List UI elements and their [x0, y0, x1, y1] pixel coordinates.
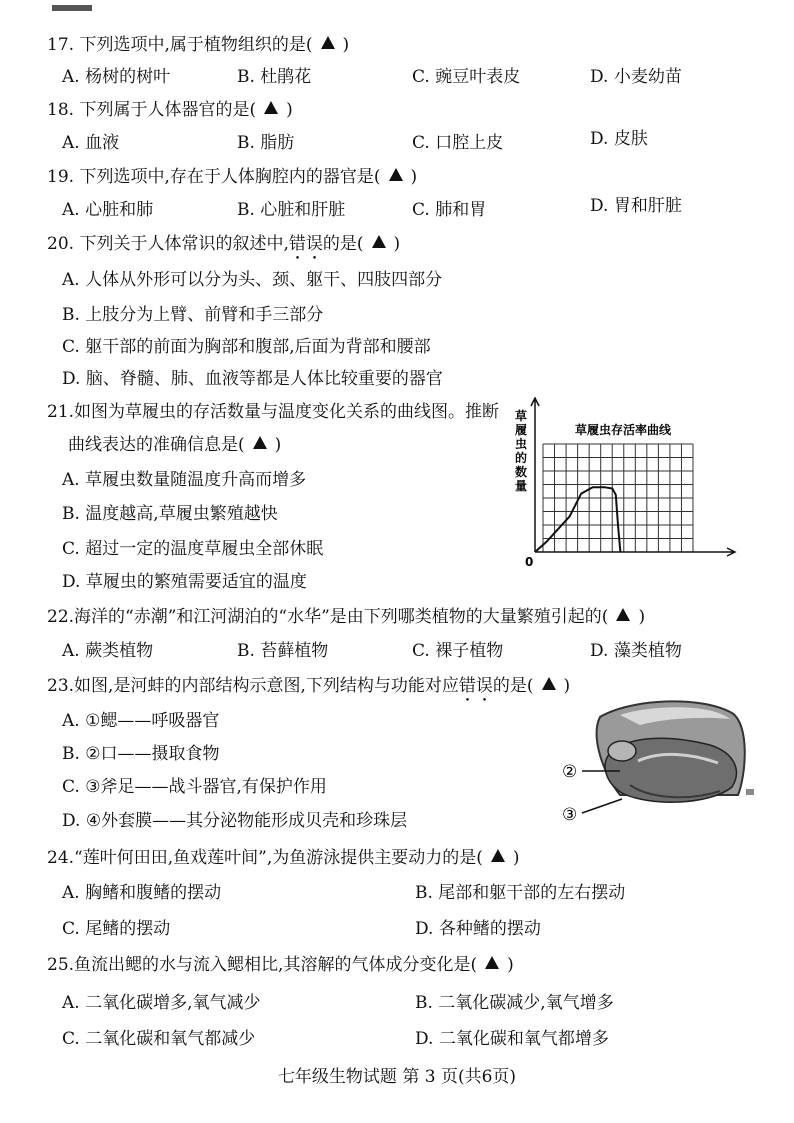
option-d: D. 二氧化碳和氧气都增多 — [415, 1029, 609, 1049]
answer-triangle-icon — [372, 235, 386, 248]
option-c: C. 豌豆叶表皮 — [412, 67, 521, 87]
paramecium-survival-chart — [505, 390, 745, 570]
option-a: A. 血液 — [62, 133, 120, 153]
question-stem-pre: 下列关于人体常识的叙述中, — [79, 234, 289, 254]
question-21-line2: 曲线表达的准确信息是( ) — [68, 435, 282, 455]
question-number: 22. — [47, 607, 75, 627]
question-25: 25.鱼流出鳃的水与流入鳃相比,其溶解的气体成分变化是( ) — [47, 955, 514, 975]
y-axis-label-char: 虫 — [515, 437, 528, 451]
question-19: 19. 下列选项中,存在于人体胸腔内的器官是( ) — [47, 167, 418, 187]
question-number: 18. — [47, 100, 75, 120]
option-d: D. 脑、脊髓、肺、血液等都是人体比较重要的器官 — [62, 369, 443, 389]
question-23: 23.如图,是河蚌的内部结构示意图,下列结构与功能对应错误的是( ) — [47, 676, 571, 696]
label-3: ③ — [562, 805, 578, 825]
option-d: D. 皮肤 — [590, 129, 648, 149]
answer-triangle-icon — [542, 677, 556, 690]
option-a: A. 胸鳍和腹鳍的摆动 — [62, 883, 222, 903]
answer-triangle-icon — [264, 101, 278, 114]
y-axis — [531, 398, 539, 552]
option-d: D. 各种鳍的摆动 — [415, 919, 541, 939]
y-axis-label — [515, 408, 527, 493]
option-b: B. 心脏和肝脏 — [237, 200, 346, 220]
label-2: ② — [562, 762, 578, 782]
option-d: D. 胃和肝脏 — [590, 196, 682, 216]
option-c: C. 肺和胃 — [412, 200, 487, 220]
question-stem-post: 的是( — [492, 676, 534, 696]
scan-mark — [746, 789, 754, 795]
option-b: B. ②口——摄取食物 — [62, 744, 220, 764]
option-d: D. 小麦幼苗 — [590, 67, 682, 87]
question-number: 25. — [47, 955, 75, 975]
question-number: 20. — [47, 234, 75, 254]
answer-triangle-icon — [485, 956, 499, 969]
question-stem: 下列选项中,属于植物组织的是( — [79, 35, 313, 55]
question-24: 24.“莲叶何田田,鱼戏莲叶间”,为鱼游泳提供主要动力的是( ) — [47, 848, 520, 868]
answer-triangle-icon — [491, 849, 505, 862]
question-stem-emphasis: 错误 — [458, 676, 493, 696]
question-17: 17. 下列选项中,属于植物组织的是( ) — [47, 35, 350, 55]
answer-triangle-icon — [321, 36, 335, 49]
option-c: C. 尾鳍的摆动 — [62, 919, 171, 939]
option-c: C. ③斧足——战斗器官,有保护作用 — [62, 777, 327, 797]
question-22: 22.海洋的“赤潮”和江河湖泊的“水华”是由下列哪类植物的大量繁殖引起的( ) — [47, 607, 646, 627]
question-number: 23. — [47, 676, 75, 696]
question-stem: 下列选项中,存在于人体胸腔内的器官是( — [79, 167, 381, 187]
origin-tick-label: 0 — [525, 555, 534, 569]
option-c: C. 口腔上皮 — [412, 133, 504, 153]
chart-title: 草履虫存活率曲线 — [575, 423, 672, 437]
question-stem: 鱼流出鳃的水与流入鳃相比,其溶解的气体成分变化是( — [74, 955, 478, 975]
question-number: 17. — [47, 35, 75, 55]
question-20: 20. 下列关于人体常识的叙述中,错误的是( ) — [47, 234, 401, 254]
question-stem-line1: 如图为草履虫的存活数量与温度变化关系的曲线图。推断 — [74, 402, 500, 422]
page-footer: 七年级生物试题 第 3 页(共6页) — [277, 1067, 517, 1087]
answer-triangle-icon — [389, 168, 403, 181]
y-axis-label-char: 履 — [515, 423, 528, 437]
option-b: B. 二氧化碳减少,氧气增多 — [415, 993, 614, 1013]
chart-axes — [531, 398, 735, 556]
option-b: B. 脂肪 — [237, 133, 295, 153]
option-c: C. 超过一定的温度草履虫全部休眠 — [62, 539, 324, 559]
option-a: A. 二氧化碳增多,氧气减少 — [62, 993, 261, 1013]
answer-triangle-icon — [253, 436, 267, 449]
option-d: D. ④外套膜——其分泌物能形成贝壳和珍珠层 — [62, 811, 408, 831]
option-c: C. 躯干部的前面为胸部和腹部,后面为背部和腰部 — [62, 337, 431, 357]
question-18: 18. 下列属于人体器官的是( ) — [47, 100, 293, 120]
question-stem-post: 的是( — [322, 234, 364, 254]
question-stem: 下列属于人体器官的是( — [79, 100, 257, 120]
option-c: C. 裸子植物 — [412, 641, 504, 661]
option-a: A. 人体从外形可以分为头、颈、躯干、四肢四部分 — [62, 270, 443, 290]
y-axis-label-char: 量 — [515, 479, 528, 493]
leader-line-3 — [582, 799, 622, 813]
option-c: C. 二氧化碳和氧气都减少 — [62, 1029, 256, 1049]
option-a: A. 心脏和肺 — [62, 200, 154, 220]
option-b: B. 尾部和躯干部的左右摆动 — [415, 883, 626, 903]
question-number: 21. — [47, 402, 75, 422]
question-stem-line2: 曲线表达的准确信息是( — [68, 435, 245, 455]
option-b: B. 温度越高,草履虫繁殖越快 — [62, 504, 278, 524]
page-edge-mark — [50, 0, 110, 10]
question-number: 24. — [47, 848, 75, 868]
answer-triangle-icon — [616, 608, 630, 621]
y-axis-label-char: 草 — [515, 409, 528, 423]
option-a: A. 草履虫数量随温度升高而增多 — [62, 470, 307, 490]
y-axis-label-char: 数 — [515, 465, 528, 479]
option-b: B. 杜鹃花 — [237, 67, 312, 87]
clam-structure-figure — [560, 695, 760, 825]
question-stem: “莲叶何田田,鱼戏莲叶间”,为鱼游泳提供主要动力的是( — [74, 848, 483, 868]
option-d: D. 草履虫的繁殖需要适宜的温度 — [62, 572, 307, 592]
question-stem-emphasis: 错误 — [288, 234, 323, 254]
question-stem: 海洋的“赤潮”和江河湖泊的“水华”是由下列哪类植物的大量繁殖引起的( — [74, 607, 609, 627]
option-a: A. ①鳃——呼吸器官 — [62, 711, 220, 731]
clam-mouth — [608, 741, 636, 761]
option-a: A. 杨树的树叶 — [62, 67, 171, 87]
option-d: D. 藻类植物 — [590, 641, 682, 661]
question-number: 19. — [47, 167, 75, 187]
question-stem-pre: 如图,是河蚌的内部结构示意图,下列结构与功能对应 — [74, 676, 459, 696]
option-a: A. 蕨类植物 — [62, 641, 154, 661]
option-b: B. 上肢分为上臂、前臂和手三部分 — [62, 305, 324, 325]
option-b: B. 苔藓植物 — [237, 641, 329, 661]
question-21 — [47, 397, 499, 422]
y-axis-label-char: 的 — [515, 451, 528, 465]
